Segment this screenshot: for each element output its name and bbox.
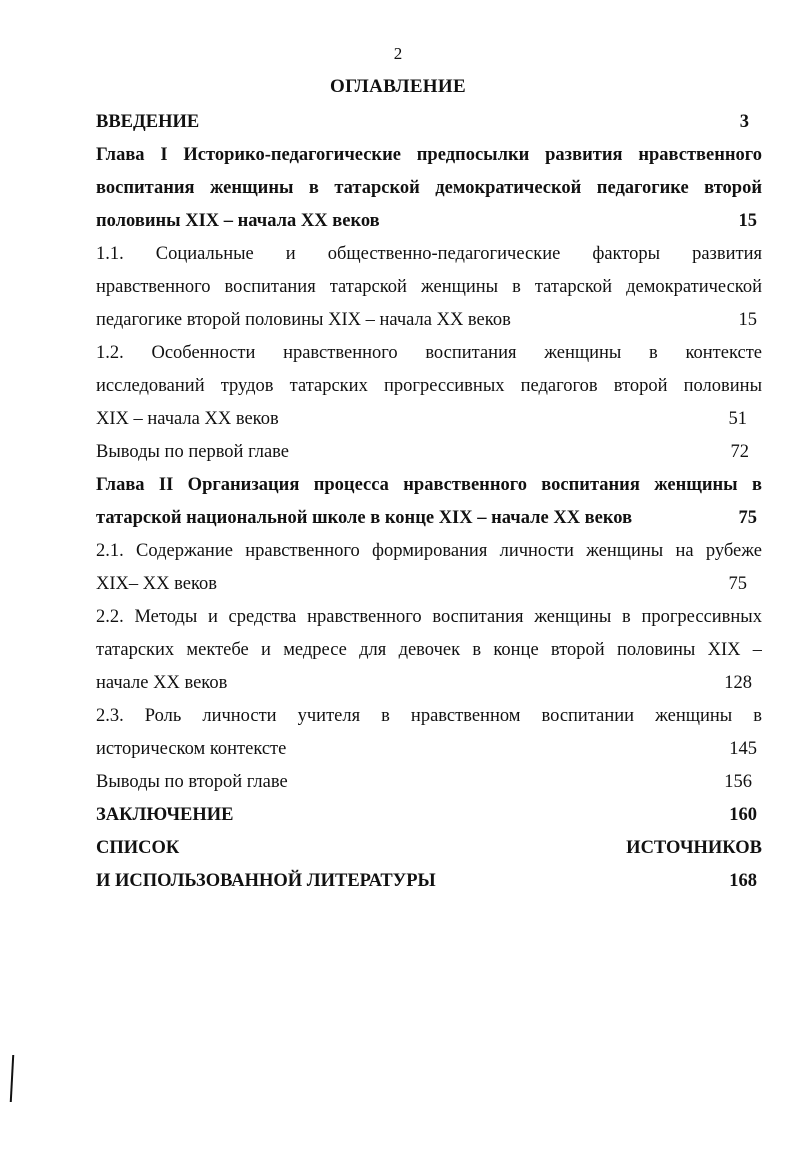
toc-entry [96, 240, 762, 339]
toc-entry-line: 1.1. Социальные и общественно-педагогические факторы развития [96, 244, 762, 264]
toc-page-number: 15 [738, 310, 757, 330]
toc-entry [96, 108, 762, 141]
toc-entry-line: XIX– XX веков [96, 574, 217, 594]
toc-entry-line: Глава II Организация процесса нравственного воспитания женщины в [96, 475, 762, 495]
toc-entry-line: Выводы по второй главе [96, 772, 288, 792]
toc-page-number: 51 [728, 409, 747, 429]
toc-entry [96, 702, 762, 768]
toc-entry-line: исследований трудов татарских прогрессивных педагогов второй половины [96, 376, 762, 396]
toc-entry-line: ВВЕДЕНИЕ [96, 112, 200, 132]
toc-entry-line: 1.2. Особенности нравственного воспитания женщины в контексте [96, 343, 762, 363]
toc-page-number: 75 [728, 574, 747, 594]
toc-page-number: 145 [729, 739, 757, 759]
toc-page-number: 160 [729, 805, 757, 825]
page-number: 2 [393, 44, 403, 63]
toc-entry-line: Глава I Историко-педагогические предпосылки развития нравственного [96, 145, 762, 165]
toc-entry-line: историческом контексте [96, 739, 287, 759]
toc-entry [96, 339, 762, 438]
toc-entry-line: педагогике второй половины XIX – начала XX веков [96, 310, 511, 330]
toc-entry-line: 2.2. Методы и средства нравственного воспитания женщины в прогрессивных [96, 607, 762, 627]
toc-page-number: 75 [738, 508, 757, 528]
toc-entry-line: начале XX веков [96, 673, 228, 693]
toc-entry [96, 768, 762, 801]
toc-entry-line: нравственного воспитания татарской женщины в татарской демократической [96, 277, 762, 297]
toc-entry-line: половины XIX – начала XX веков [96, 211, 380, 231]
toc-entry [96, 438, 762, 471]
toc-entry-line: И ИСПОЛЬЗОВАННОЙ ЛИТЕРАТУРЫ [96, 871, 436, 891]
toc-entry-line: Выводы по первой главе [96, 442, 290, 462]
toc-entry [96, 537, 762, 603]
toc-entry [96, 801, 762, 834]
toc-entry [96, 141, 762, 240]
toc-entry-line: татарской национальной школе в конце XIX – начале XX веков [96, 508, 633, 528]
toc-entry-line: СПИСОК ИСТОЧНИКОВ [96, 838, 762, 858]
toc-page-number: 128 [724, 673, 752, 693]
toc-entry-line: ЗАКЛЮЧЕНИЕ [96, 805, 234, 825]
toc-entry-line: XIX – начала XX веков [96, 409, 279, 429]
toc-entry-line: 2.3. Роль личности учителя в нравственном воспитании женщины в [96, 706, 762, 726]
toc-entry [96, 603, 762, 702]
margin-mark [10, 1055, 14, 1102]
toc-entry-line: 2.1. Содержание нравственного формирования личности женщины на рубеже [96, 541, 762, 561]
toc-entry-line: воспитания женщины в татарской демократической педагогике второй [96, 178, 762, 198]
toc-page-number: 3 [739, 112, 749, 132]
toc-page-number: 168 [729, 871, 757, 891]
toc-page-number: 72 [730, 442, 749, 462]
toc-page-number: 156 [724, 772, 752, 792]
table-of-contents [96, 108, 762, 900]
toc-title: ОГЛАВЛЕНИЕ [330, 76, 466, 97]
toc-page-number: 15 [738, 211, 757, 231]
toc-entry-line: татарских мектебе и медресе для девочек в конце второй половины XIX – [96, 640, 762, 660]
toc-entry [96, 471, 762, 537]
toc-entry [96, 834, 762, 900]
